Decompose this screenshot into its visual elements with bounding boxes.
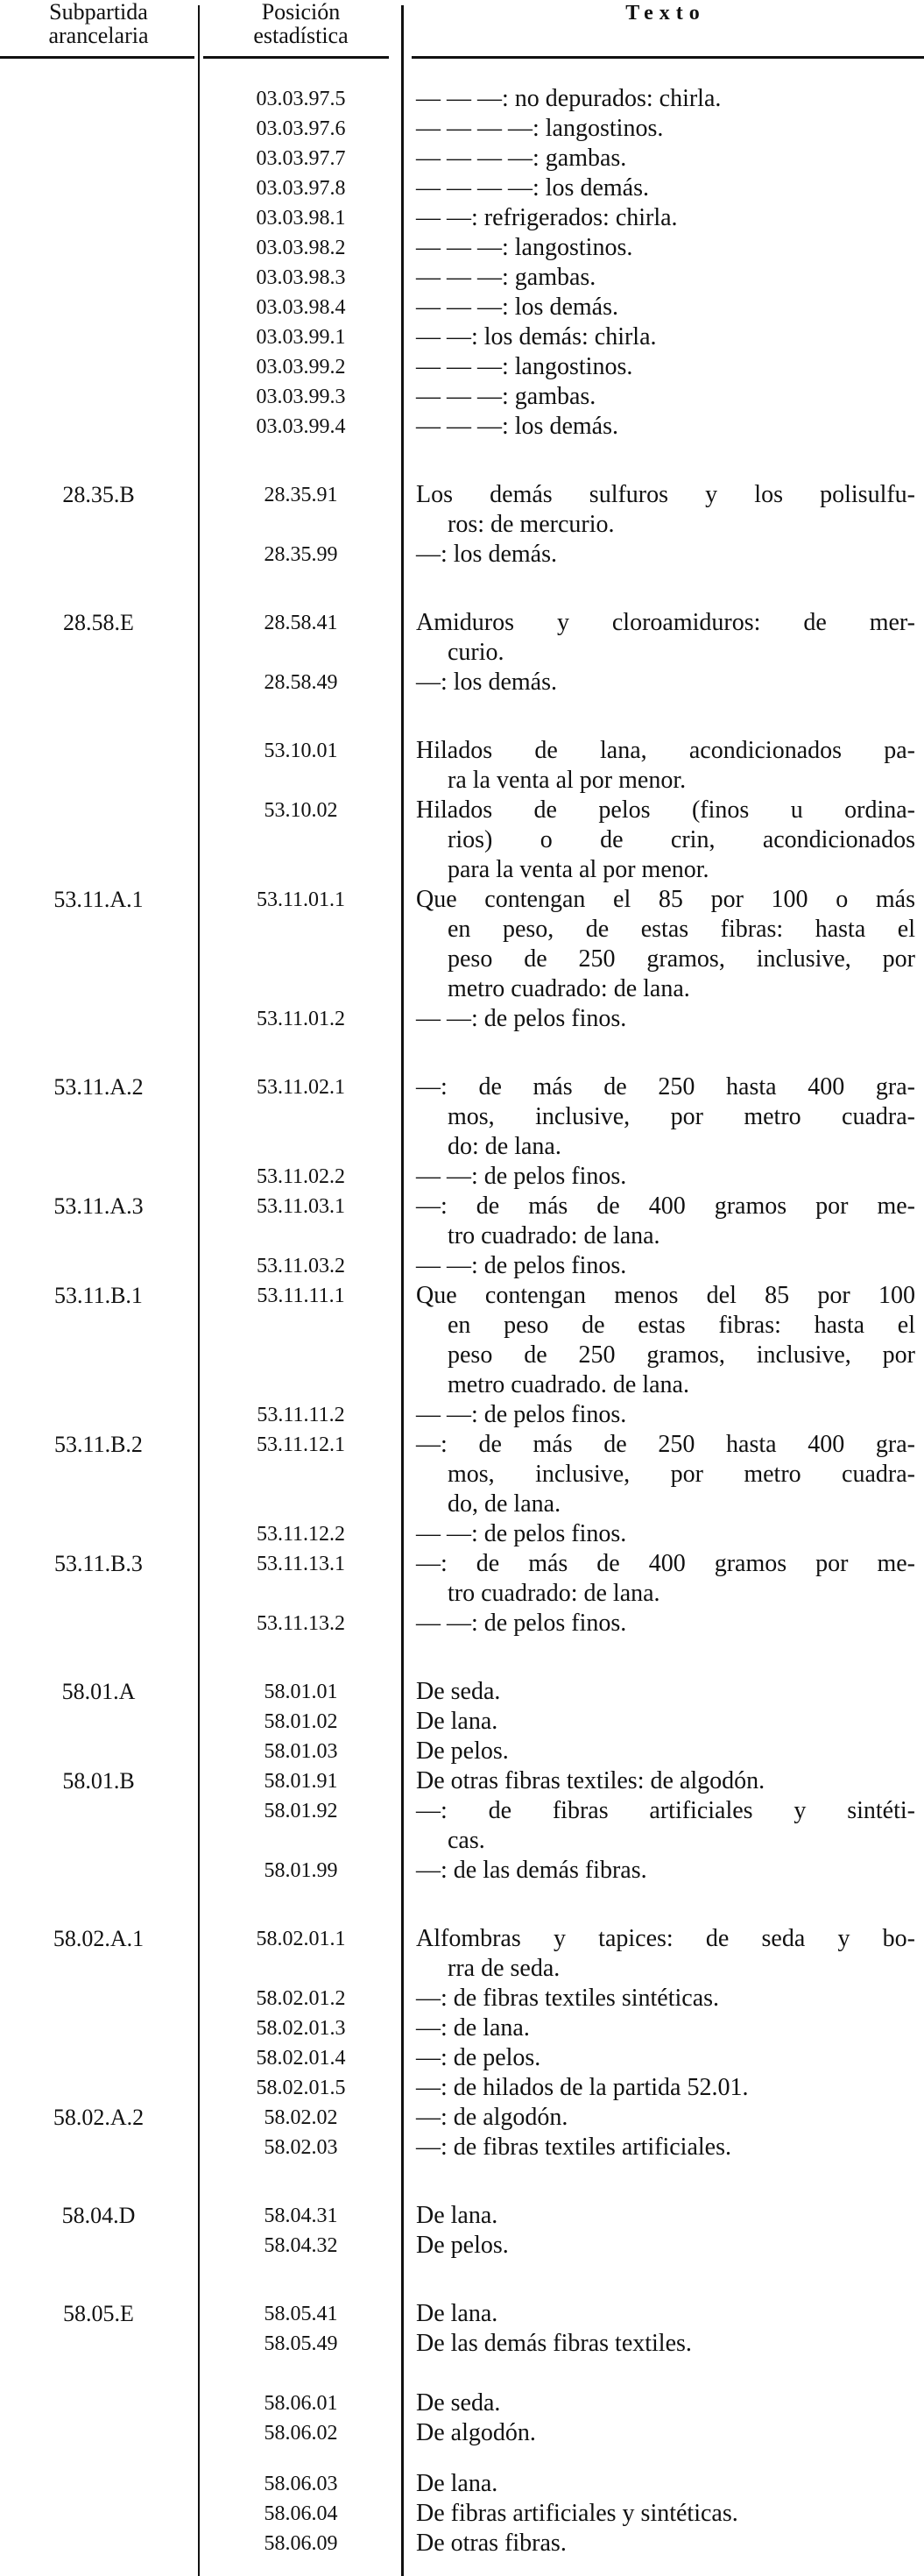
texto-cell	[416, 1796, 915, 1856]
texto-cell	[416, 233, 915, 263]
posicion-cell: 53.11.13.2	[256, 1612, 346, 1635]
texto-line: — — — —: langostinos.	[416, 115, 664, 142]
texto-cell	[416, 412, 915, 442]
texto-cell	[416, 1162, 915, 1192]
texto-line: —: de fibras textiles artificiales.	[416, 2134, 731, 2161]
texto-line: —: los demás.	[416, 669, 557, 696]
texto-line: peso de 250 gramos, inclusive, por	[448, 945, 915, 973]
texto-line: Que contengan menos del 85 por 100	[416, 1282, 915, 1309]
texto-line: mos, inclusive, por metro cuadra-	[448, 1103, 915, 1130]
posicion-cell: 58.06.01	[264, 2392, 338, 2415]
texto-cell	[416, 1707, 915, 1737]
texto-line: Los demás sulfuros y los polisulfu-	[416, 481, 915, 508]
header-subpartida	[0, 0, 197, 47]
subpartida-cell: 53.11.B.2	[54, 1432, 143, 1457]
texto-cell	[416, 1609, 915, 1638]
posicion-cell: 58.01.91	[264, 1770, 338, 1793]
texto-line: Alfombras y tapices: de seda y bo-	[416, 1925, 915, 1952]
posicion-cell: 58.01.99	[264, 1859, 338, 1882]
subpartida-cell: 53.11.A.1	[53, 887, 144, 912]
posicion-cell: 58.05.41	[264, 2303, 338, 2325]
posicion-cell: 58.02.03	[264, 2136, 338, 2159]
texto-cell	[416, 322, 915, 352]
texto-cell	[416, 173, 915, 203]
texto-line: —: los demás.	[416, 541, 557, 568]
texto-cell	[416, 736, 915, 796]
header-posicion-line-2: estadística	[253, 23, 349, 48]
texto-line: rra de seda.	[448, 1955, 561, 1982]
texto-line: De lana.	[416, 2300, 498, 2327]
texto-line: tro cuadrado: de lana.	[448, 1222, 660, 1249]
posicion-cell: 03.03.98.4	[256, 296, 346, 319]
texto-line: — — — —: los demás.	[416, 174, 649, 202]
texto-cell	[416, 1192, 915, 1251]
texto-line: —: de más de 250 hasta 400 gra-	[416, 1431, 915, 1458]
texto-line: Hilados de lana, acondicionados pa-	[416, 737, 915, 764]
posicion-cell: 53.11.13.1	[256, 1553, 346, 1575]
posicion-cell: 03.03.97.8	[256, 177, 346, 200]
texto-cell	[416, 796, 915, 885]
texto-line: — — —: los demás.	[416, 413, 618, 440]
texto-line: De lana.	[416, 1708, 498, 1735]
subpartida-cell: 28.35.B	[62, 482, 135, 507]
posicion-cell: 58.02.02	[264, 2106, 338, 2129]
texto-line: — —: de pelos finos.	[416, 1610, 627, 1637]
texto-cell	[416, 608, 915, 668]
posicion-cell: 53.11.02.2	[256, 1165, 346, 1188]
texto-cell	[416, 2499, 915, 2529]
posicion-cell: 53.11.03.1	[256, 1195, 346, 1218]
posicion-cell: 58.02.01.4	[256, 2047, 346, 2070]
texto-cell	[416, 352, 915, 382]
posicion-cell: 03.03.98.2	[256, 237, 346, 259]
texto-cell	[416, 1549, 915, 1609]
texto-line: De fibras artificiales y sintéticas.	[416, 2500, 738, 2527]
texto-line: do: de lana.	[448, 1133, 561, 1160]
subpartida-cell: 53.11.B.1	[54, 1283, 143, 1308]
subpartida-cell: 28.58.E	[63, 610, 134, 635]
posicion-cell: 58.06.04	[264, 2502, 338, 2525]
posicion-cell: 03.03.99.4	[256, 415, 346, 438]
texto-line: De algodón.	[416, 2419, 536, 2446]
texto-cell	[416, 1251, 915, 1281]
posicion-cell: 53.10.02	[264, 799, 338, 822]
texto-line: para la venta al por menor.	[448, 856, 709, 883]
texto-cell	[416, 1737, 915, 1766]
texto-cell	[416, 2299, 915, 2329]
texto-line: — — —: no depurados: chirla.	[416, 85, 722, 112]
header-texto: Texto	[625, 2, 706, 25]
texto-cell	[416, 1519, 915, 1549]
posicion-cell: 53.11.11.2	[257, 1404, 345, 1426]
texto-cell	[416, 2231, 915, 2261]
texto-line: —: de fibras textiles sintéticas.	[416, 1985, 720, 2012]
subpartida-cell: 53.11.B.3	[54, 1551, 143, 1576]
texto-cell	[416, 540, 915, 570]
texto-line: —: de fibras artificiales y sintéti-	[416, 1797, 915, 1824]
posicion-cell: 58.06.03	[264, 2473, 338, 2495]
posicion-cell: 58.04.32	[264, 2234, 338, 2257]
texto-cell	[416, 1924, 915, 1984]
texto-line: en peso, de estas fibras: hasta el	[448, 916, 915, 943]
posicion-cell: 53.11.01.1	[256, 888, 346, 911]
texto-cell	[416, 668, 915, 697]
texto-cell	[416, 1856, 915, 1886]
texto-cell	[416, 2529, 915, 2558]
header-subpartida-line-2: arancelaria	[48, 23, 149, 48]
texto-line: —: de más de 400 gramos por me-	[416, 1192, 915, 1220]
texto-line: — — — —: gambas.	[416, 145, 627, 172]
texto-line: mos, inclusive, por metro cuadra-	[448, 1461, 915, 1488]
texto-line: ra la venta al por menor.	[448, 767, 687, 794]
texto-cell	[416, 144, 915, 173]
column-divider-right	[401, 5, 404, 2576]
posicion-cell: 58.04.31	[264, 2204, 338, 2227]
texto-line: De lana.	[416, 2470, 498, 2497]
texto-cell	[416, 84, 915, 114]
texto-line: — — —: los demás.	[416, 294, 618, 321]
header-posicion	[203, 0, 399, 47]
posicion-cell: 53.11.12.1	[256, 1433, 346, 1456]
texto-cell	[416, 2043, 915, 2073]
texto-line: — — —: langostinos.	[416, 353, 633, 380]
texto-line: — —: de pelos finos.	[416, 1401, 627, 1428]
texto-line: curio.	[448, 639, 504, 666]
texto-cell	[416, 1400, 915, 1430]
posicion-cell: 58.02.01.2	[256, 1987, 346, 2010]
texto-line: Amiduros y cloroamiduros: de mer-	[416, 609, 915, 636]
posicion-cell: 53.10.01	[264, 740, 338, 762]
texto-line: De otras fibras textiles: de algodón.	[416, 1767, 765, 1794]
texto-line: ros: de mercurio.	[448, 511, 615, 538]
texto-cell	[416, 2418, 915, 2448]
posicion-cell: 53.11.03.2	[256, 1255, 346, 1277]
posicion-cell: 53.11.02.1	[256, 1076, 346, 1099]
texto-cell	[416, 1430, 915, 1519]
texto-cell	[416, 2329, 915, 2359]
texto-cell	[416, 1677, 915, 1707]
posicion-cell: 28.58.41	[264, 612, 338, 634]
header-underline-left	[0, 56, 194, 59]
texto-line: metro cuadrado. de lana.	[448, 1371, 689, 1398]
texto-line: —: de más de 250 hasta 400 gra-	[416, 1073, 915, 1100]
texto-cell	[416, 1984, 915, 2013]
texto-cell	[416, 2201, 915, 2231]
texto-line: Hilados de pelos (finos u ordina-	[416, 796, 915, 824]
texto-cell	[416, 2388, 915, 2418]
texto-cell	[416, 203, 915, 233]
posicion-cell: 28.58.49	[264, 671, 338, 694]
column-divider-left	[198, 5, 200, 2576]
texto-line: — —: de pelos finos.	[416, 1252, 627, 1279]
texto-line: — — —: gambas.	[416, 383, 596, 410]
texto-line: do, de lana.	[448, 1490, 561, 1518]
texto-cell	[416, 2133, 915, 2162]
texto-line: — —: de pelos finos.	[416, 1163, 627, 1190]
header-posicion-line-1: Posición	[261, 0, 341, 25]
texto-cell	[416, 1281, 915, 1400]
texto-cell	[416, 263, 915, 293]
texto-line: De otras fibras.	[416, 2530, 567, 2557]
posicion-cell: 03.03.98.3	[256, 266, 346, 289]
posicion-cell: 28.35.99	[264, 543, 338, 566]
header-subpartida-line-1: Subpartida	[49, 0, 148, 25]
texto-cell	[416, 2013, 915, 2043]
posicion-cell: 58.06.09	[264, 2532, 338, 2555]
posicion-cell: 58.01.01	[264, 1681, 338, 1703]
subpartida-cell: 58.05.E	[63, 2301, 134, 2326]
texto-cell	[416, 2073, 915, 2103]
texto-line: —: de pelos.	[416, 2044, 541, 2071]
texto-line: — —: de pelos finos.	[416, 1005, 627, 1032]
subpartida-cell: 58.01.B	[62, 1768, 135, 1794]
posicion-cell: 03.03.99.1	[256, 326, 346, 349]
posicion-cell: 53.11.12.2	[256, 1523, 346, 1546]
posicion-cell: 58.01.02	[264, 1710, 338, 1733]
texto-line: De seda.	[416, 2389, 501, 2417]
texto-line: — —: refrigerados: chirla.	[416, 204, 678, 231]
posicion-cell: 03.03.97.6	[256, 117, 346, 140]
texto-line: metro cuadrado: de lana.	[448, 975, 690, 1002]
texto-line: rios) o de crin, acondicionados	[448, 826, 915, 853]
texto-cell	[416, 382, 915, 412]
texto-line: —: de algodón.	[416, 2104, 568, 2131]
texto-line: — —: los demás: chirla.	[416, 323, 657, 350]
texto-line: en peso de estas fibras: hasta el	[448, 1312, 915, 1339]
texto-line: De seda.	[416, 1678, 501, 1705]
texto-line: De pelos.	[416, 2232, 509, 2259]
texto-line: —: de hilados de la partida 52.01.	[416, 2074, 749, 2101]
header-underline-right	[412, 56, 924, 59]
texto-line: cas.	[448, 1827, 485, 1854]
texto-cell	[416, 293, 915, 322]
texto-cell	[416, 1004, 915, 1034]
texto-cell	[416, 885, 915, 1004]
subpartida-cell: 53.11.A.3	[53, 1193, 144, 1219]
texto-line: tro cuadrado: de lana.	[448, 1580, 660, 1607]
texto-line: —: de las demás fibras.	[416, 1857, 647, 1884]
texto-line: — —: de pelos finos.	[416, 1520, 627, 1547]
texto-cell	[416, 114, 915, 144]
texto-cell	[416, 1072, 915, 1162]
posicion-cell: 58.02.01.5	[256, 2077, 346, 2099]
posicion-cell: 28.35.91	[264, 484, 338, 506]
posicion-cell: 03.03.97.5	[256, 88, 346, 110]
texto-cell	[416, 1766, 915, 1796]
texto-line: Que contengan el 85 por 100 o más	[416, 886, 915, 913]
texto-line: De lana.	[416, 2202, 498, 2229]
subpartida-cell: 58.04.D	[61, 2203, 136, 2228]
texto-line: De pelos.	[416, 1737, 509, 1765]
texto-cell	[416, 2103, 915, 2133]
subpartida-cell: 58.02.A.1	[53, 1926, 145, 1951]
posicion-cell: 53.11.01.2	[256, 1008, 346, 1030]
posicion-cell: 58.01.92	[264, 1800, 338, 1822]
texto-cell	[416, 480, 915, 540]
posicion-cell: 03.03.99.2	[256, 356, 346, 379]
posicion-cell: 58.01.03	[264, 1740, 338, 1763]
posicion-cell: 58.02.01.1	[256, 1928, 346, 1950]
texto-line: —: de lana.	[416, 2014, 530, 2042]
posicion-cell: 03.03.99.3	[256, 386, 346, 408]
texto-line: —: de más de 400 gramos por me-	[416, 1550, 915, 1577]
texto-line: peso de 250 gramos, inclusive, por	[448, 1341, 915, 1369]
texto-cell	[416, 2469, 915, 2499]
posicion-cell: 58.06.02	[264, 2422, 338, 2445]
posicion-cell: 58.02.01.3	[256, 2017, 346, 2040]
posicion-cell: 03.03.97.7	[256, 147, 346, 170]
subpartida-cell: 58.01.A	[61, 1679, 136, 1704]
posicion-cell: 58.05.49	[264, 2332, 338, 2355]
texto-line: — — —: gambas.	[416, 264, 596, 291]
posicion-cell: 03.03.98.1	[256, 207, 346, 230]
texto-line: — — —: langostinos.	[416, 234, 633, 261]
header-underline-middle	[203, 56, 389, 59]
posicion-cell: 53.11.11.1	[257, 1284, 345, 1307]
subpartida-cell: 58.02.A.2	[53, 2105, 145, 2130]
subpartida-cell: 53.11.A.2	[53, 1074, 144, 1100]
texto-line: De las demás fibras textiles.	[416, 2330, 692, 2357]
